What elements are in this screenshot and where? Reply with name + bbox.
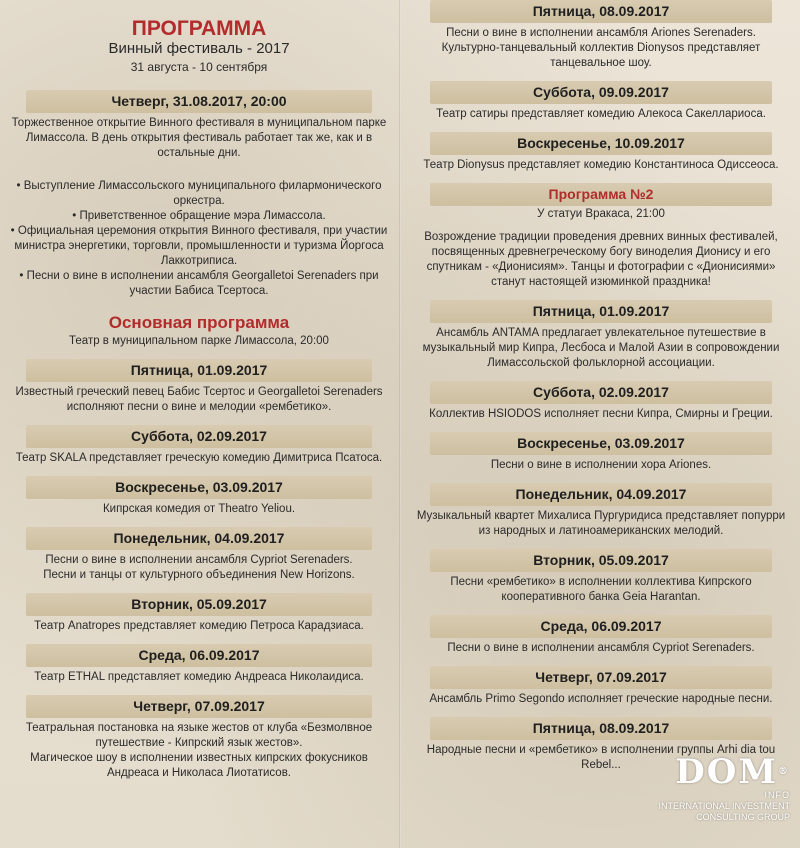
day-text: Коллектив HSIODOS исполняет песни Кипра, Смирны и Греции. <box>429 408 773 420</box>
day-header: Понедельник, 04.09.2017 <box>26 527 372 550</box>
day-block <box>402 381 800 422</box>
day-text: Песни о вине в исполнении хора Ariones. <box>490 459 712 471</box>
day-block <box>0 425 398 466</box>
bullet-item: • Приветственное обращение мэра Лимассола. <box>72 210 326 222</box>
day-block <box>0 695 398 781</box>
day-text: Театр Dionysus представляет комедию Константиноса Одиссеоса. <box>423 159 779 171</box>
logo-registered-mark: ® <box>778 766 790 777</box>
day-header: Пятница, 08.09.2017 <box>430 717 772 740</box>
main-program-title: Основная программа <box>108 313 290 332</box>
day-block <box>0 359 398 415</box>
bullet-item: • Выступление Лимассольского муниципального филармонического оркестра. <box>16 180 382 207</box>
day-block <box>0 476 398 517</box>
day-header: Суббота, 02.09.2017 <box>26 425 372 448</box>
day-block <box>402 549 800 605</box>
day-block <box>402 483 800 539</box>
day-block <box>402 432 800 473</box>
main-program-place: Театр в муниципальном парке Лимассола, 20:00 <box>69 335 329 347</box>
program-title: ПРОГРАММА <box>131 17 267 40</box>
day-text: Театр Anatropes представляет комедию Петроса Карадзиаса. <box>34 620 364 632</box>
day-block <box>402 132 800 173</box>
right-column <box>402 0 800 773</box>
day-text: Ансамбль Primo Segondo исполняет греческие народные песни. <box>429 693 773 705</box>
day-block <box>0 527 398 583</box>
day-text: Известный греческий певец Бабис Тсертос и Georgalletoi Serenaders исполняют песни о вине и мелодии «рембетико». <box>15 386 383 413</box>
day-text: Культурно-танцевальный коллектив Dionysos представляет танцевальное шоу. <box>441 42 761 69</box>
day-block <box>402 615 800 656</box>
dom-info-logo <box>640 754 790 842</box>
day-header: Воскресенье, 10.09.2017 <box>430 132 772 155</box>
day-text: Театр SKALA представляет греческую комедию Димитриса Псатоса. <box>15 452 383 464</box>
logo-line-2: CONSULTING GROUP <box>696 812 790 822</box>
bullet-item: • Официальная церемония открытия Винного фестиваля, при участии министра энергетики, торговли, промышленности и туризма Йоргоса Лаккотриписа. <box>10 225 388 267</box>
opening-day-header: Четверг, 31.08.2017, 20:00 <box>26 90 372 113</box>
opening-text: Торжественное открытие Винного фестиваля в муниципальном парке Лимассола. В день открытия фестиваль работает так же, как и в остальные дни. <box>11 117 387 159</box>
day-header: Среда, 06.09.2017 <box>430 615 772 638</box>
day-text: Магическое шоу в исполнении известных кипрских фокусников Андреаса и Николаса Лиотатисов. <box>30 752 368 779</box>
day-header: Пятница, 01.09.2017 <box>26 359 372 382</box>
logo-info-text: INFO <box>764 790 790 800</box>
day-header: Четверг, 07.09.2017 <box>430 666 772 689</box>
program2-place: У статуи Вракаса, 21:00 <box>537 208 665 220</box>
day-text: Песни о вине в исполнении ансамбля Cypriot Serenaders. <box>447 642 755 654</box>
fold-line <box>399 0 401 848</box>
day-header: Понедельник, 04.09.2017 <box>430 483 772 506</box>
logo-main-text: DOM <box>675 752 778 792</box>
opening-bullets <box>10 179 388 299</box>
day-header: Суббота, 09.09.2017 <box>430 81 772 104</box>
day-text: Кипрская комедия от Theatro Yeliou. <box>102 503 296 515</box>
day-text: Театр ETHAL представляет комедию Андреаса Николаидиса. <box>34 671 364 683</box>
program2-block <box>402 183 800 290</box>
day-text: Театральная постановка на языке жестов от клуба «Безмолвное путешествие - Кипрский язык жестов». <box>25 722 373 749</box>
festival-name: Винный фестиваль - 2017 <box>108 40 290 57</box>
day-block <box>402 300 800 371</box>
day-block <box>0 644 398 685</box>
day-header: Пятница, 08.09.2017 <box>430 0 772 23</box>
day-header: Воскресенье, 03.09.2017 <box>26 476 372 499</box>
day-header: Вторник, 05.09.2017 <box>26 593 372 616</box>
day-text: Театр сатиры представляет комедию Алекоса Сакеллариоса. <box>436 108 766 120</box>
day-text: Песни о вине в исполнении ансамбля Ariones Serenaders. <box>446 27 756 39</box>
bullet-item: • Песни о вине в исполнении ансамбля Georgalletoi Serenaders при участии Бабиса Тсертоса. <box>19 270 379 297</box>
day-header: Воскресенье, 03.09.2017 <box>430 432 772 455</box>
day-text: Музыкальный квартет Михалиса Пургуридиса представляет попурри из народных и латиноамериканских мелодий. <box>416 510 786 537</box>
day-header: Вторник, 05.09.2017 <box>430 549 772 572</box>
day-text: Песни о вине в исполнении ансамбля Cypriot Serenaders. <box>45 554 353 566</box>
day-block <box>402 0 800 71</box>
day-header: Четверг, 07.09.2017 <box>26 695 372 718</box>
logo-wordmark <box>640 754 790 790</box>
day-header: Среда, 06.09.2017 <box>26 644 372 667</box>
day-header: Суббота, 02.09.2017 <box>430 381 772 404</box>
program2-text: Возрождение традиции проведения древних винных фестивалей, посвященных древнегреческому богу виноделия Дионису и его спутникам - «Дионисиям». Танцы и фотографии с «Дионисиями» станут настоящей изюминкой праздника! <box>424 231 778 288</box>
day-block <box>402 666 800 707</box>
logo-line-1: INTERNATIONAL INVESTMENT <box>658 801 790 811</box>
day-block <box>402 81 800 122</box>
day-text: Ансамбль ANTAMA предлагает увлекательное путешествие в музыкальный мир Кипра, Лесбоса и Малой Азии в сопровождении Лимассольской фольклорной ассоциации. <box>422 327 780 369</box>
left-column <box>0 0 398 781</box>
festival-dates: 31 августа - 10 сентября <box>130 60 268 74</box>
day-text: Народные песни и «рембетико» в исполнении группы Arhi dia tou Rebel... <box>426 744 776 771</box>
day-header: Пятница, 01.09.2017 <box>430 300 772 323</box>
day-block <box>0 593 398 634</box>
day-text: Песни «рембетико» в исполнении коллектива Кипрского кооперативного банка Geia Harantan. <box>450 576 752 603</box>
day-text: Песни и танцы от культурного объединения New Horizons. <box>43 569 355 581</box>
program2-title: Программа №2 <box>430 183 772 206</box>
